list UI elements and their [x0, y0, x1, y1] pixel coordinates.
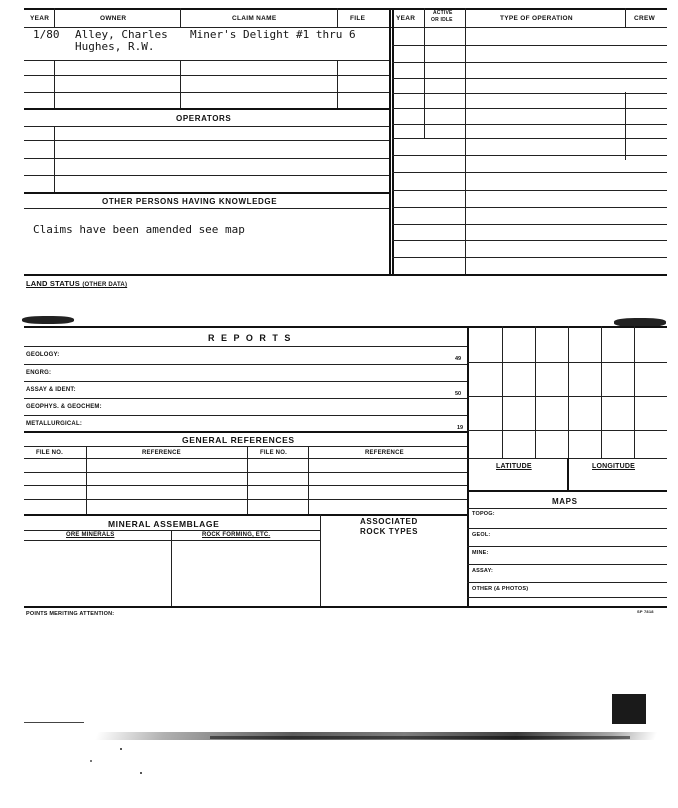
- header-active: ACTIVE: [433, 10, 453, 16]
- header-claim-name: CLAIM NAME: [232, 15, 277, 22]
- report-label-metallurgical: METALLURGICAL:: [26, 421, 83, 427]
- report-num-metallurgical: 19: [457, 425, 464, 431]
- form-code: SP 7818: [637, 609, 654, 614]
- associated-rock-types-1: ASSOCIATED: [360, 517, 418, 526]
- latitude-label: LATITUDE: [496, 463, 532, 470]
- maps-topog: TOPOG:: [472, 511, 495, 517]
- maps-heading: MAPS: [552, 497, 578, 506]
- land-status-label: [26, 279, 127, 288]
- owner-year-entry: 1/80: [33, 28, 60, 41]
- land-status-subtitle: (OTHER DATA): [82, 282, 128, 288]
- maps-assay: ASSAY:: [472, 568, 494, 574]
- general-references-heading: GENERAL REFERENCES: [182, 435, 295, 445]
- mineral-assemblage-heading: MINERAL ASSEMBLAGE: [108, 519, 220, 529]
- gen-ref-reference-1: REFERENCE: [142, 450, 181, 456]
- other-persons-heading: OTHER PERSONS HAVING KNOWLEDGE: [102, 197, 278, 206]
- report-label-assay: ASSAY & IDENT:: [26, 387, 76, 393]
- report-num-assay: 50: [455, 391, 462, 397]
- gen-ref-file-no-1: FILE NO.: [36, 450, 63, 456]
- reports-heading: R E P O R T S: [208, 333, 293, 343]
- maps-geol: GEOL:: [472, 532, 491, 538]
- report-label-geology: GEOLOGY:: [26, 352, 60, 358]
- operators-heading: OPERATORS: [176, 114, 232, 123]
- owner-name-entry-2: Hughes, R.W.: [75, 40, 155, 53]
- gen-ref-reference-2: REFERENCE: [365, 450, 404, 456]
- header-year: YEAR: [30, 15, 50, 22]
- header-file: FILE: [350, 15, 366, 22]
- rock-forming-header: ROCK FORMING, ETC.: [202, 532, 271, 538]
- longitude-label: LONGITUDE: [592, 463, 636, 470]
- owner-name-entry: Alley, Charles: [75, 28, 168, 41]
- header-or-idle: OR IDLE: [431, 17, 453, 23]
- associated-rock-types-2: ROCK TYPES: [360, 527, 419, 536]
- header-type-of-operation: TYPE OF OPERATION: [500, 15, 573, 22]
- report-num-geology: 49: [455, 356, 462, 362]
- report-label-geophys: GEOPHYS. & GEOCHEM:: [26, 404, 102, 410]
- other-persons-note: Claims have been amended see map: [33, 223, 245, 236]
- maps-mine: MINE:: [472, 550, 489, 556]
- claim-name-entry: Miner's Delight #1 thru 6: [190, 28, 356, 41]
- ore-minerals-header: ORE MINERALS: [66, 532, 115, 538]
- gen-ref-file-no-2: FILE NO.: [260, 450, 287, 456]
- points-meriting-attention-label: POINTS MERITING ATTENTION:: [26, 611, 115, 617]
- header-crew: CREW: [634, 15, 656, 22]
- land-status-title: LAND STATUS: [26, 279, 81, 288]
- maps-other: OTHER (& PHOTOS): [472, 586, 529, 592]
- report-label-engrg: ENGRG:: [26, 370, 52, 376]
- header-owner: OWNER: [100, 15, 127, 22]
- header-year-right: YEAR: [396, 15, 416, 22]
